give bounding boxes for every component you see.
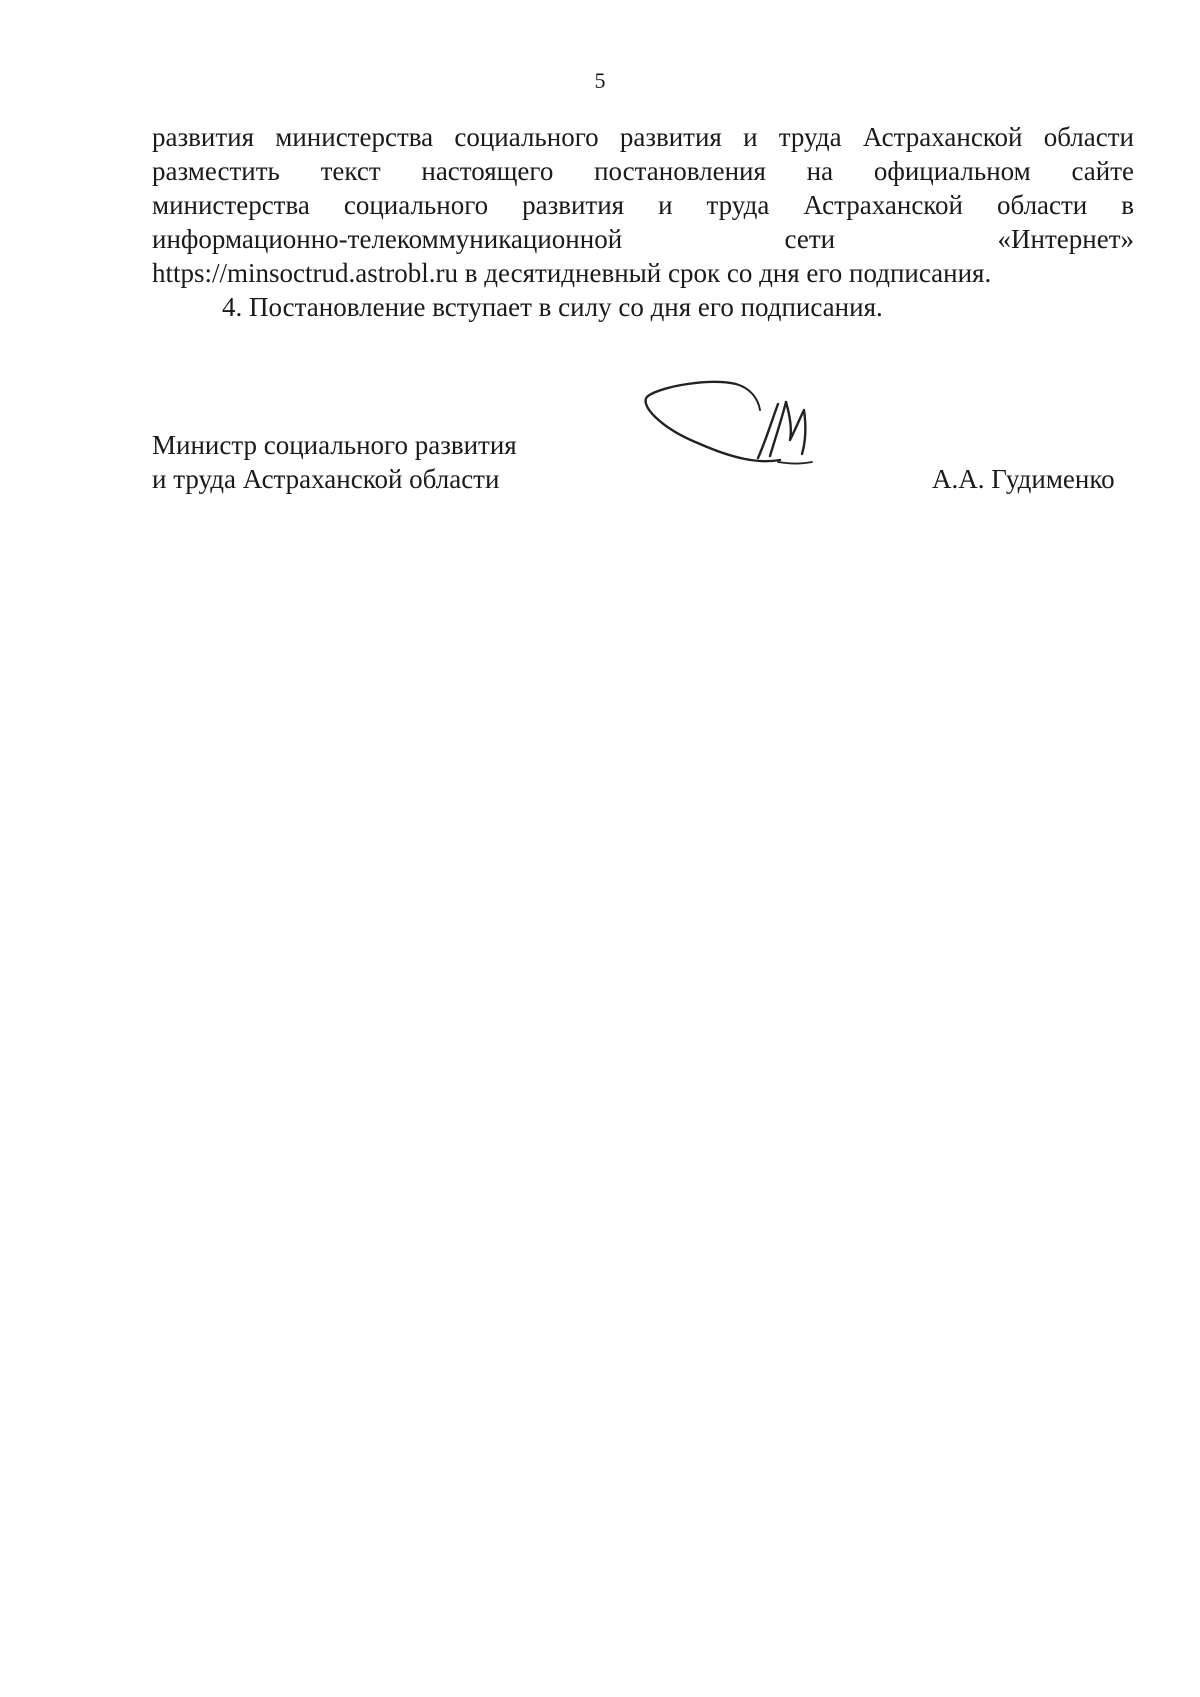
document-body bbox=[152, 120, 1134, 324]
body-line: https://minsoctrud.astrobl.ru в десятидневный срок со дня его подписания. bbox=[152, 258, 992, 288]
body-line: информационно-телекоммуникационной сети «Интернет» bbox=[152, 224, 1134, 254]
body-line: разместить текст настоящего постановления на официальном сайте bbox=[152, 156, 1134, 186]
position-line: Министр социального развития bbox=[152, 430, 517, 460]
body-line: министерства социального развития и труда Астраханской области в bbox=[152, 190, 1134, 220]
handwritten-signature bbox=[640, 380, 830, 490]
position-line: и труда Астраханской области bbox=[152, 464, 500, 494]
body-line: развития министерства социального развития и труда Астраханской области bbox=[152, 122, 1134, 152]
signatory-position bbox=[152, 428, 517, 496]
signer-name: А.А. Гудименко bbox=[932, 464, 1115, 494]
page-number: 5 bbox=[594, 68, 606, 93]
paragraph-item-4: 4. Постановление вступает в силу со дня его подписания. bbox=[222, 292, 883, 322]
